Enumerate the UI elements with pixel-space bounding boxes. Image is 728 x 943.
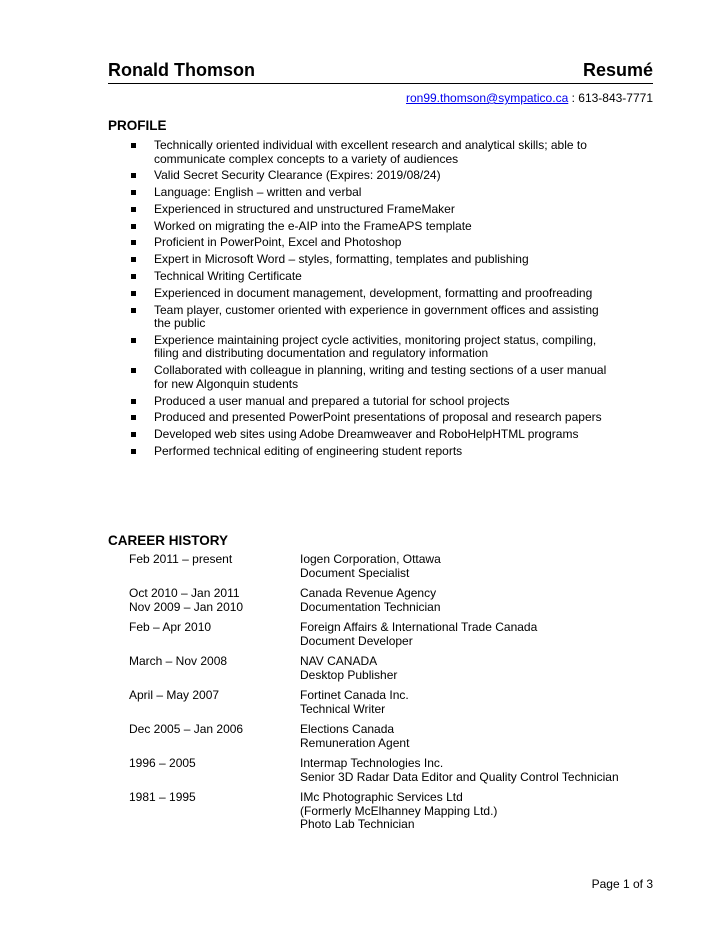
job-details	[300, 621, 649, 648]
square-bullet-icon	[131, 432, 136, 437]
profile-item	[108, 364, 608, 391]
job-entry	[129, 655, 649, 682]
job-entry	[129, 757, 649, 784]
job-entry	[129, 621, 649, 648]
job-detail-line: Desktop Publisher	[300, 667, 398, 682]
profile-item	[108, 169, 608, 183]
profile-item	[108, 203, 608, 217]
square-bullet-icon	[131, 173, 136, 178]
job-detail-line: Document Developer	[300, 633, 413, 648]
job-detail-line: Photo Lab Technician	[300, 817, 415, 831]
square-bullet-icon	[131, 291, 136, 296]
profile-item-text: Language: English – written and verbal	[154, 185, 362, 200]
job-employer: Intermap Technologies Inc.	[300, 756, 444, 770]
profile-item-text: Experienced in document management, development, formatting and proofreading	[154, 285, 593, 300]
job-dates	[129, 655, 300, 682]
document-title: Resumé	[582, 60, 653, 80]
profile-item-text: Produced a user manual and prepared a tutorial for school projects	[154, 393, 510, 408]
square-bullet-icon	[131, 338, 136, 343]
profile-item-text: Worked on migrating the e-AIP into the FrameAPS template	[154, 218, 472, 233]
job-entry	[129, 723, 649, 750]
square-bullet-icon	[131, 368, 136, 373]
job-entry	[129, 553, 649, 580]
job-employer: NAV CANADA	[300, 654, 378, 668]
job-date-line: Dec 2005 – Jan 2006	[129, 722, 244, 736]
profile-item-text: Technically oriented individual with excellent research and analytical skills; able to communicate complex concepts to a variety of audiences	[154, 138, 587, 166]
profile-item	[108, 445, 608, 459]
profile-item-text: Collaborated with colleague in planning, writing and testing sections of a user manual for new Algonquin students	[154, 363, 607, 391]
job-details	[300, 553, 649, 580]
career-history-heading: CAREER HISTORY	[108, 533, 229, 548]
email-link[interactable]: ron99.thomson@sympatico.ca	[405, 91, 569, 105]
profile-item	[108, 236, 608, 250]
square-bullet-icon	[131, 240, 136, 245]
job-details	[300, 655, 649, 682]
square-bullet-icon	[131, 274, 136, 279]
job-employer: Iogen Corporation, Ottawa	[300, 552, 441, 566]
author-name: Ronald Thomson	[108, 60, 255, 80]
job-date-line: Feb 2011 – present	[129, 552, 233, 566]
profile-item	[108, 287, 608, 301]
job-dates	[129, 791, 300, 832]
profile-item-text: Expert in Microsoft Word – styles, formatting, templates and publishing	[154, 252, 529, 267]
profile-list	[108, 139, 608, 462]
job-date-line: Oct 2010 – Jan 2011	[129, 586, 240, 600]
profile-item-text: Produced and presented PowerPoint presentations of proposal and research papers	[154, 410, 602, 425]
job-date-line: Feb – Apr 2010	[129, 620, 212, 634]
square-bullet-icon	[131, 257, 136, 262]
career-history-list	[129, 553, 649, 839]
profile-item	[108, 411, 608, 425]
job-entry	[129, 791, 649, 832]
phone-number: 613-843-7771	[578, 91, 653, 105]
square-bullet-icon	[131, 190, 136, 195]
job-date-line: April – May 2007	[129, 688, 220, 702]
job-detail-line: Document Specialist	[300, 565, 410, 580]
square-bullet-icon	[131, 415, 136, 420]
job-detail-line: (Formerly McElhanney Mapping Ltd.)	[300, 803, 498, 818]
job-dates	[129, 621, 300, 648]
job-entry	[129, 689, 649, 716]
job-detail-line: Technical Writer	[300, 701, 386, 716]
profile-item-text: Experience maintaining project cycle activities, monitoring project status, compiling, filing and distributing documentation and regulatory information	[154, 332, 597, 361]
profile-item	[108, 304, 608, 331]
square-bullet-icon	[131, 143, 136, 148]
job-employer: Fortinet Canada Inc.	[300, 688, 409, 702]
profile-item-text: Experienced in structured and unstructured FrameMaker	[154, 201, 455, 216]
square-bullet-icon	[131, 399, 136, 404]
profile-item	[108, 253, 608, 267]
job-details	[300, 723, 649, 750]
job-employer: IMc Photographic Services Ltd	[300, 790, 463, 804]
job-entry	[129, 587, 649, 614]
header-divider	[108, 83, 653, 84]
profile-item	[108, 334, 608, 361]
profile-item	[108, 139, 608, 166]
job-employer: Elections Canada	[300, 722, 395, 736]
profile-item	[108, 395, 608, 409]
job-details	[300, 689, 649, 716]
job-employer: Canada Revenue Agency	[300, 586, 437, 600]
contact-line	[406, 91, 653, 105]
job-detail-line: Senior 3D Radar Data Editor and Quality Control Technician	[300, 769, 619, 784]
profile-item	[108, 428, 608, 442]
job-dates	[129, 587, 300, 614]
job-employer: Foreign Affairs & International Trade Canada	[300, 620, 538, 634]
job-dates	[129, 689, 300, 716]
job-detail-line: Documentation Technician	[300, 599, 441, 614]
job-details	[300, 791, 649, 832]
job-details	[300, 587, 649, 614]
job-dates	[129, 553, 300, 580]
profile-item-text: Team player, customer oriented with experience in government offices and assisting the public	[154, 302, 599, 331]
profile-item	[108, 186, 608, 200]
job-date-line: 1996 – 2005	[129, 756, 196, 770]
square-bullet-icon	[131, 308, 136, 313]
square-bullet-icon	[131, 449, 136, 454]
job-dates	[129, 757, 300, 784]
profile-item-text: Proficient in PowerPoint, Excel and Photoshop	[154, 235, 402, 250]
square-bullet-icon	[131, 207, 136, 212]
profile-item	[108, 270, 608, 284]
job-dates	[129, 723, 300, 750]
profile-item-text: Performed technical editing of engineering student reports	[154, 443, 463, 458]
job-detail-line: Remuneration Agent	[300, 735, 410, 750]
profile-item-text: Technical Writing Certificate	[154, 269, 302, 284]
job-details	[300, 757, 649, 784]
page-number: Page 1 of 3	[591, 877, 653, 891]
profile-item-text: Developed web sites using Adobe Dreamweaver and RoboHelpHTML programs	[154, 427, 579, 442]
profile-item-text: Valid Secret Security Clearance (Expires: 2019/08/24)	[154, 168, 441, 183]
job-date-line: Nov 2009 – Jan 2010	[129, 599, 244, 614]
profile-heading: PROFILE	[108, 118, 167, 133]
square-bullet-icon	[131, 224, 136, 229]
job-date-line: March – Nov 2008	[129, 654, 228, 668]
job-date-line: 1981 – 1995	[129, 790, 196, 804]
profile-item	[108, 220, 608, 234]
contact-separator: :	[568, 91, 579, 105]
